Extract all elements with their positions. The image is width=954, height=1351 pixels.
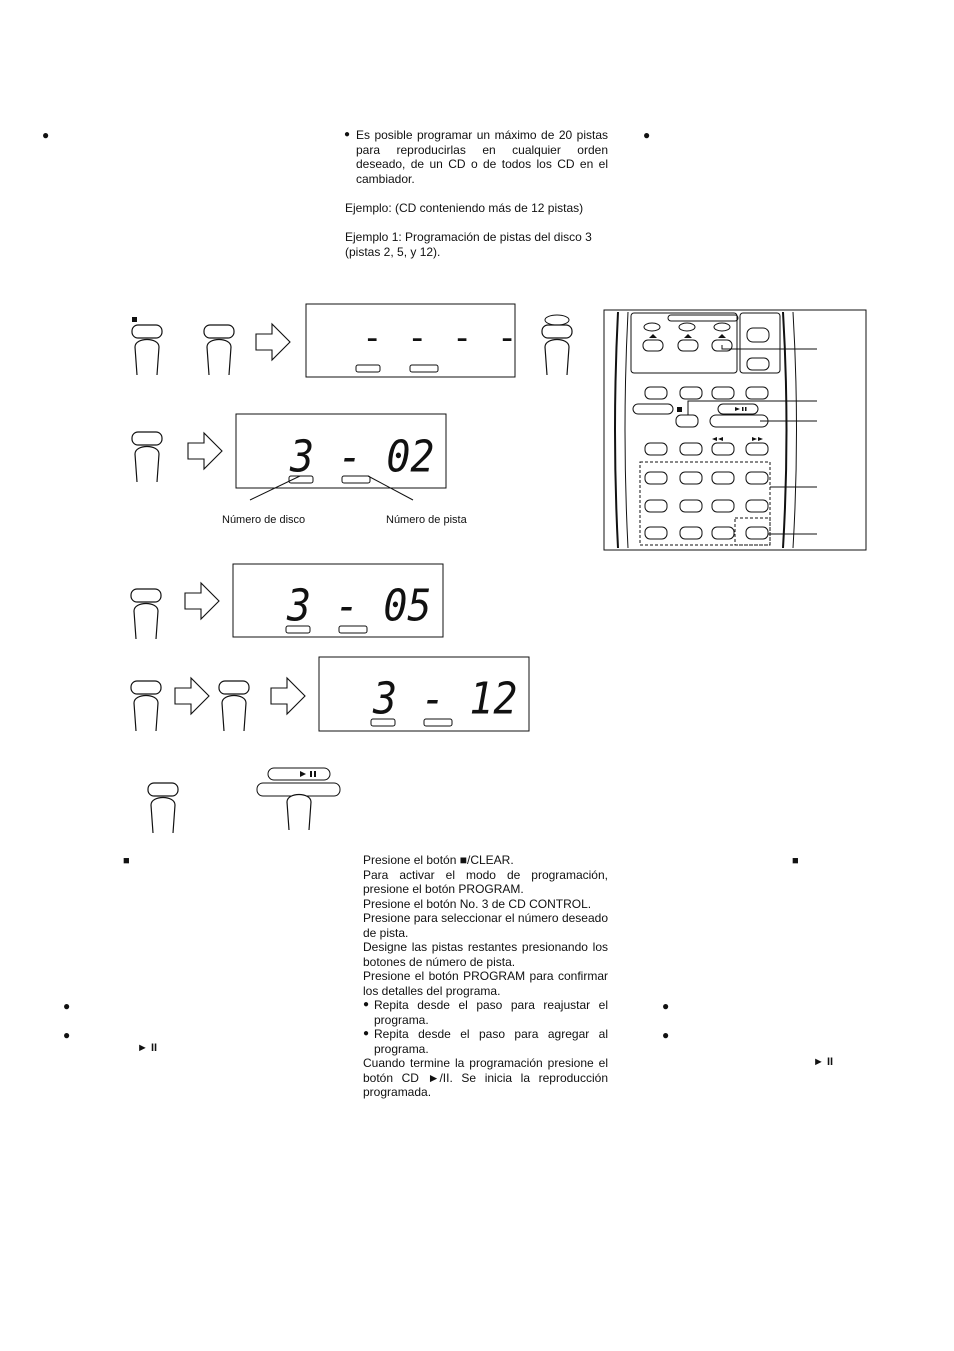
display-2-readout: 3 - 02 [290, 431, 435, 483]
finger-program-confirm [148, 783, 178, 833]
finger-track-select-2 [131, 589, 161, 639]
step-6-bullet-2: ● Repita desde el paso para agregar al programa. [363, 1027, 608, 1056]
stop-icon-right: ■ [792, 855, 799, 867]
display-4-readout: 3 - 12 [373, 673, 518, 725]
finger-track-1 [131, 681, 161, 731]
stop-square-mark [132, 317, 137, 322]
display-1-readout: - - - - [362, 318, 520, 358]
step-4: Presione para seleccionar el número deseado de pista. [363, 911, 608, 940]
example-label: Ejemplo: (CD conteniendo más de 12 pistas) [345, 201, 584, 215]
arrow-1 [256, 324, 290, 360]
instructions [363, 853, 608, 1100]
step-3: Presione el botón No. 3 de CD CONTROL. [363, 896, 592, 911]
bullet-right-top: ● [643, 128, 651, 142]
finger-track-select-1 [132, 432, 162, 482]
step-6: Presione el botón PROGRAM para confirmar los detalles del programa. [363, 969, 608, 998]
step-5: Designe las pistas restantes presionando los botones de número de pista. [363, 940, 608, 969]
play-pause-icon-right: ► II [813, 1056, 834, 1068]
example1-label: Ejemplo 1: Programación de pistas del disco 3 (pistas 2, 5, y 12). [345, 230, 592, 259]
track-number-callout: Número de pista [386, 514, 467, 526]
arrow-3 [185, 583, 219, 619]
arrow-5 [271, 678, 305, 714]
stop-icon-left: ■ [123, 855, 130, 867]
intro-bullet: ● [344, 129, 351, 140]
step-2: Para activar el modo de programación, presione el botón PROGRAM. [363, 867, 608, 896]
bullet-left-top: ● [42, 128, 50, 142]
step-6-bullet-1: ● Repita desde el paso para reajustar el programa. [363, 998, 608, 1027]
finger-cd-control-3 [542, 325, 572, 375]
play-pause-icon-left: ► II [137, 1042, 158, 1054]
arrow-4 [175, 678, 209, 714]
finger-stop-button [132, 325, 162, 375]
display-3-readout: 3 - 05 [287, 580, 432, 632]
bullet-right-2: ● [662, 1028, 670, 1042]
finger-track-2 [219, 681, 249, 731]
bullet-right-1: ● [662, 999, 670, 1013]
intro-text: Es posible programar un máximo de 20 pistas para reproducirlas en cualquier orden deseado, de un CD o de todos los CD en el cambiador. [356, 128, 608, 186]
bullet-left-1: ● [63, 999, 71, 1013]
finger-program-button [204, 325, 234, 375]
step-7: Cuando termine la programación presione el botón CD ►/II. Se inicia la reproducción programada. [363, 1056, 608, 1099]
arrow-2 [188, 433, 222, 469]
bullet-left-2: ● [63, 1028, 71, 1042]
step-1: Presione el botón ■/CLEAR. [363, 853, 514, 867]
disc-number-callout: Número de disco [222, 514, 306, 526]
